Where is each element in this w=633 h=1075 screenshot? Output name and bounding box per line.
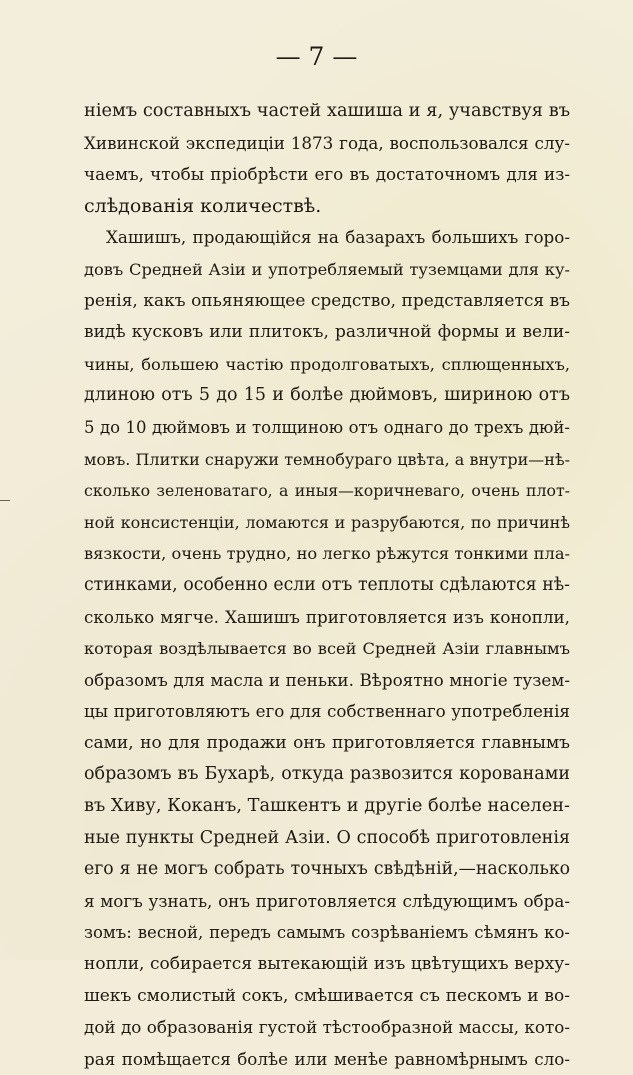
text-line: образомъ въ Бухарѣ, откуда развозится корованами (84, 764, 570, 785)
text-line: его я не могъ собрать точныхъ свѣдѣній,—насколько (84, 859, 570, 880)
text-line: Хашишъ, продающійся на базарахъ большихъ горо- (106, 227, 570, 248)
text-line: 5 до 10 дюймовъ и толщиною отъ однаго до трехъ дюй- (84, 417, 570, 437)
text-line: нопли, собирается вытекающій изъ цвѣтущихъ верху- (84, 954, 570, 975)
text-line: довъ Средней Азіи и употребляемый туземцами для ку- (84, 259, 570, 279)
text-line: рая помѣщается болѣе или менѣе равномѣрнымъ сло- (84, 1048, 570, 1069)
text-line: ные пункты Средней Азіи. О способѣ приготовленія (84, 827, 570, 848)
text-line: видѣ кусковъ или плитокъ, различной формы и вели- (84, 322, 570, 343)
text-line: ренія, какъ опьяняющее средство, представляется въ (84, 290, 570, 311)
text-line: цы приготовляютъ его для собственнаго употребленія (84, 701, 570, 722)
text-line: въ Хиву, Коканъ, Ташкентъ и другіе болѣе населен- (84, 796, 571, 817)
text-line: длиною отъ 5 до 15 и болѣе дюймовъ, шириною отъ (84, 385, 570, 406)
text-line: вязкости, очень трудно, но легко рѣжутся тонкими пла- (84, 544, 570, 564)
text-line: чины, большею частію продолговатыхъ, сплющенныхъ, (84, 354, 570, 374)
text-line: сколько зеленоватаго, а иныя—коричневаго, очень плот- (84, 481, 570, 501)
text-line: стинками, особенно если отъ теплоты сдѣлаются нѣ- (84, 574, 570, 595)
text-body (84, 96, 570, 1075)
text-line: ной консистенціи, ломаются и разрубаются, по причинѣ (84, 512, 570, 532)
text-line: чаемъ, чтобы пріобрѣсти его въ достаточномъ для из- (84, 164, 570, 185)
page-number: — 7 — (275, 42, 358, 71)
text-line: сколько мягче. Хашишъ приготовляется изъ конопли, (84, 606, 570, 627)
margin-mark (0, 500, 10, 501)
text-line: сами, но для продажи онъ приготовляется главнымъ (84, 732, 570, 753)
text-line: образомъ для масла и пеньки. Вѣроятно многіе тузем- (84, 669, 570, 690)
text-line: шекъ смолистый сокъ, смѣшивается съ пескомъ и во- (84, 985, 570, 1006)
text-line: мовъ. Плитки снаружи темнобураго цвѣта, а внутри—нѣ- (84, 449, 570, 469)
text-line: дой до образованія густой тѣстообразной массы, кото- (84, 1017, 570, 1038)
text-line: зомъ: весной, передъ самымъ созрѣваніемъ сѣмянъ ко- (84, 923, 570, 943)
text-line: Хивинской экспедиціи 1873 года, воспользовался слу- (84, 132, 570, 153)
text-line: я могъ узнать, онъ приготовляется слѣдующимъ обра- (84, 890, 570, 911)
text-line: ніемъ составныхъ частей хашиша и я, учавствуя въ (84, 101, 570, 121)
text-line: слѣдованія количествѣ. (84, 194, 322, 217)
text-line: которая воздѣлывается во всей Средней Азіи главнымъ (84, 639, 570, 659)
